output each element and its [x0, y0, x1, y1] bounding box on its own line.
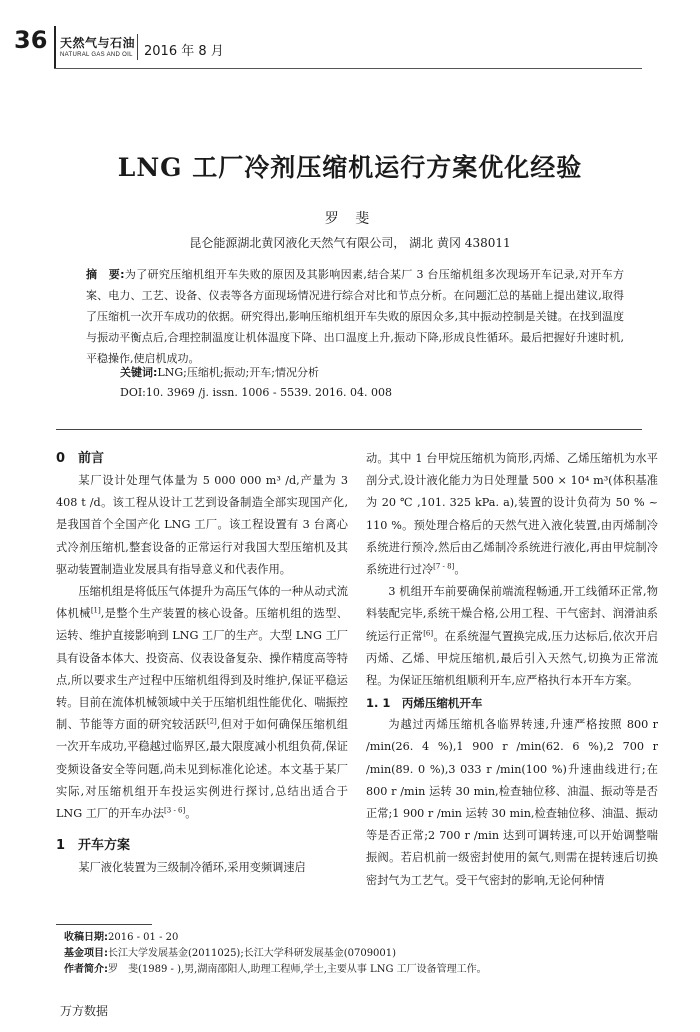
journal-name-en: NATURAL GAS AND OIL [60, 52, 133, 58]
keywords [120, 364, 319, 380]
intro-paragraph-1: 某厂设计处理气体量为 5 000 000 m³ /d,产量为 3 408 t /d。该工程从设计工艺到设备制造全部实现国产化,是我国首个全国产化 LNG 工厂。该工程设置有 3 台离心式冷剂压缩机,整套设备的正常运行对我国大型压缩机及其驱动装置制造业发展具有指导意义和代表作用。 [56, 474, 348, 576]
text-run: 动。其中 1 台甲烷压缩机为筒形,丙烯、乙烯压缩机为水平剖分式,设计液化能力为日处理量 500 × 10⁴ m³(体积基准为 20 ℃ ,101. 325 kPa. a),装置的设计负荷为 50 % ~ 110 %。预处理合格后的天然气进入液化装置,由丙烯制冷系统进行预冷,然后由乙烯制冷系统进行液化,再由甲烷制冷系统进行过冷 [366, 452, 658, 577]
header-rule [54, 68, 642, 69]
abstract-label: 摘 要: [86, 268, 125, 281]
abstract-text: 为了研究压缩机组开车失败的原因及其影响因素,结合某厂 3 台压缩机组多次现场开车记录,对开车方案、电力、工艺、设备、仪表等各方面现场情况进行综合对比和节点分析。在问题汇总的基础上提出建议,取得了压缩机一次开车成功的依据。研究得出,影响压缩机组开车失败的原因众多,其中振动控制是关键。在找到温度与振动平衡点后,合理控制温度让机体温度下降、出口温度上升,振动下降,形成良性循环。最后把握好升速时机,平稳操作,使启机成功。 [86, 268, 624, 365]
fund-text: 长江大学发展基金(2011025);长江大学科研发展基金(0709001) [108, 948, 397, 959]
received-date: 2016 - 01 - 20 [108, 932, 179, 943]
doi: DOI:10. 3969 /j. issn. 1006 - 5539. 2016. 04. 008 [120, 386, 393, 399]
issue-separator [137, 34, 138, 60]
fund-label: 基金项目: [64, 948, 108, 959]
citation: [3 - 6] [164, 806, 186, 815]
text-run: 。在系统湿气置换完成,压力达标后,依次开启丙烯、乙烯、甲烷压缩机,最后引入天然气,切换为正常流程。为保证压缩机组顺利开车,应严格执行本开车方案。 [366, 629, 658, 688]
text-run: 压缩机组是将低压气体提升为高压气体的一种从动式流体机械 [56, 585, 348, 621]
watermark: 万方数据 [60, 1004, 109, 1018]
issue-date: 2016 年 8 月 [144, 44, 224, 59]
section-heading-startup-plan: 1 开车方案 [56, 838, 131, 854]
footnotes [64, 930, 487, 978]
startup-paragraph-1-cont [366, 448, 658, 581]
section-heading-intro: 0 前言 [56, 451, 105, 466]
citation: [2] [206, 717, 217, 726]
journal-name [60, 34, 135, 58]
intro-paragraph-2 [56, 581, 348, 825]
footnote-fund [64, 946, 487, 962]
startup-paragraph-1: 某厂液化装置为三级制冷循环,采用变频调速启 [78, 861, 306, 875]
propylene-paragraph: 为越过丙烯压缩机各临界转速,升速严格按照 800 r /min(26. 4 %),1 900 r /min(62. 6 %),2 700 r /min(89. 0 %),3 033 r /min(100 %)升速曲线进行;在 800 r /min 运转 30 min,检查轴位移、油温、振动等是否正常;1 900 r /min 运转 30 min,检查轴位移、油温、振动等是否正常;2 700 r /min 达到可调转速,可以开始调整喘振阀。若启机前一级密封使用的氮气,则需在提转速后切换密封气为工艺气。受干气密封的影响,无论何种情 [366, 718, 658, 887]
right-column [366, 448, 658, 892]
footnote-received [64, 930, 487, 946]
text-run: 。 [454, 563, 466, 577]
received-label: 收稿日期: [64, 932, 108, 943]
text-run: ,是整个生产装置的核心设备。压缩机组的选型、运转、维护直接影响到 LNG 工厂的生产。大型 LNG 工厂具有设备本体大、投资高、仪表设备复杂、操作精度高等特点,所以要求生产过程中压缩机组得到及时维护,保证平稳运转。目前在流体机械领域中关于压缩机组性能优化、喘振控制、节能等方面的研究较活跃 [56, 607, 348, 732]
text-run: ,但对于如何确保压缩机组一次开车成功,平稳越过临界区,最大限度减小机组负荷,保证变频设备安全等问题,尚未见到标准化论述。本文基于某厂实际,对压缩机组开车投运实例进行探讨,总结出适合于 LNG 工厂的开车办法 [56, 718, 348, 821]
paper-title: LNG 工厂冷剂压缩机运行方案优化经验 [117, 153, 583, 182]
section-divider [56, 429, 642, 430]
abstract [86, 264, 624, 369]
footnote-rule [56, 924, 152, 925]
author-bio-text: 罗 斐(1989 - ),男,湖南邵阳人,助理工程师,学士,主要从事 LNG 工厂设备管理工作。 [108, 964, 487, 975]
left-column [56, 448, 348, 879]
author-name: 罗 斐 [324, 211, 376, 227]
text-run: 3 机组开车前要确保前端流程畅通,开工线循环正常,物料装配完毕,系统干燥合格,公用工程、干气密封、润滑油系统运行正常 [366, 585, 658, 643]
citation: [7 - 8] [433, 562, 455, 571]
affiliation: 昆仑能源湖北黄冈液化天然气有限公司， 湖北 黄冈 438011 [189, 236, 511, 250]
journal-name-cn: 天然气与石油 [60, 36, 136, 50]
citation: [1] [90, 606, 101, 615]
text-run: 。 [185, 807, 197, 821]
keywords-label: 关键词: [120, 366, 158, 379]
header-vertical-rule [54, 26, 56, 68]
citation: [6] [423, 628, 434, 637]
keywords-text: LNG;压缩机;振动;开车;情况分析 [157, 366, 319, 379]
footnote-author [64, 962, 487, 978]
subsection-heading-propylene: 1. 1 丙烯压缩机开车 [366, 696, 483, 711]
page-number: 36 [14, 26, 48, 54]
startup-paragraph-2 [366, 581, 658, 692]
author-bio-label: 作者简介: [64, 964, 108, 975]
